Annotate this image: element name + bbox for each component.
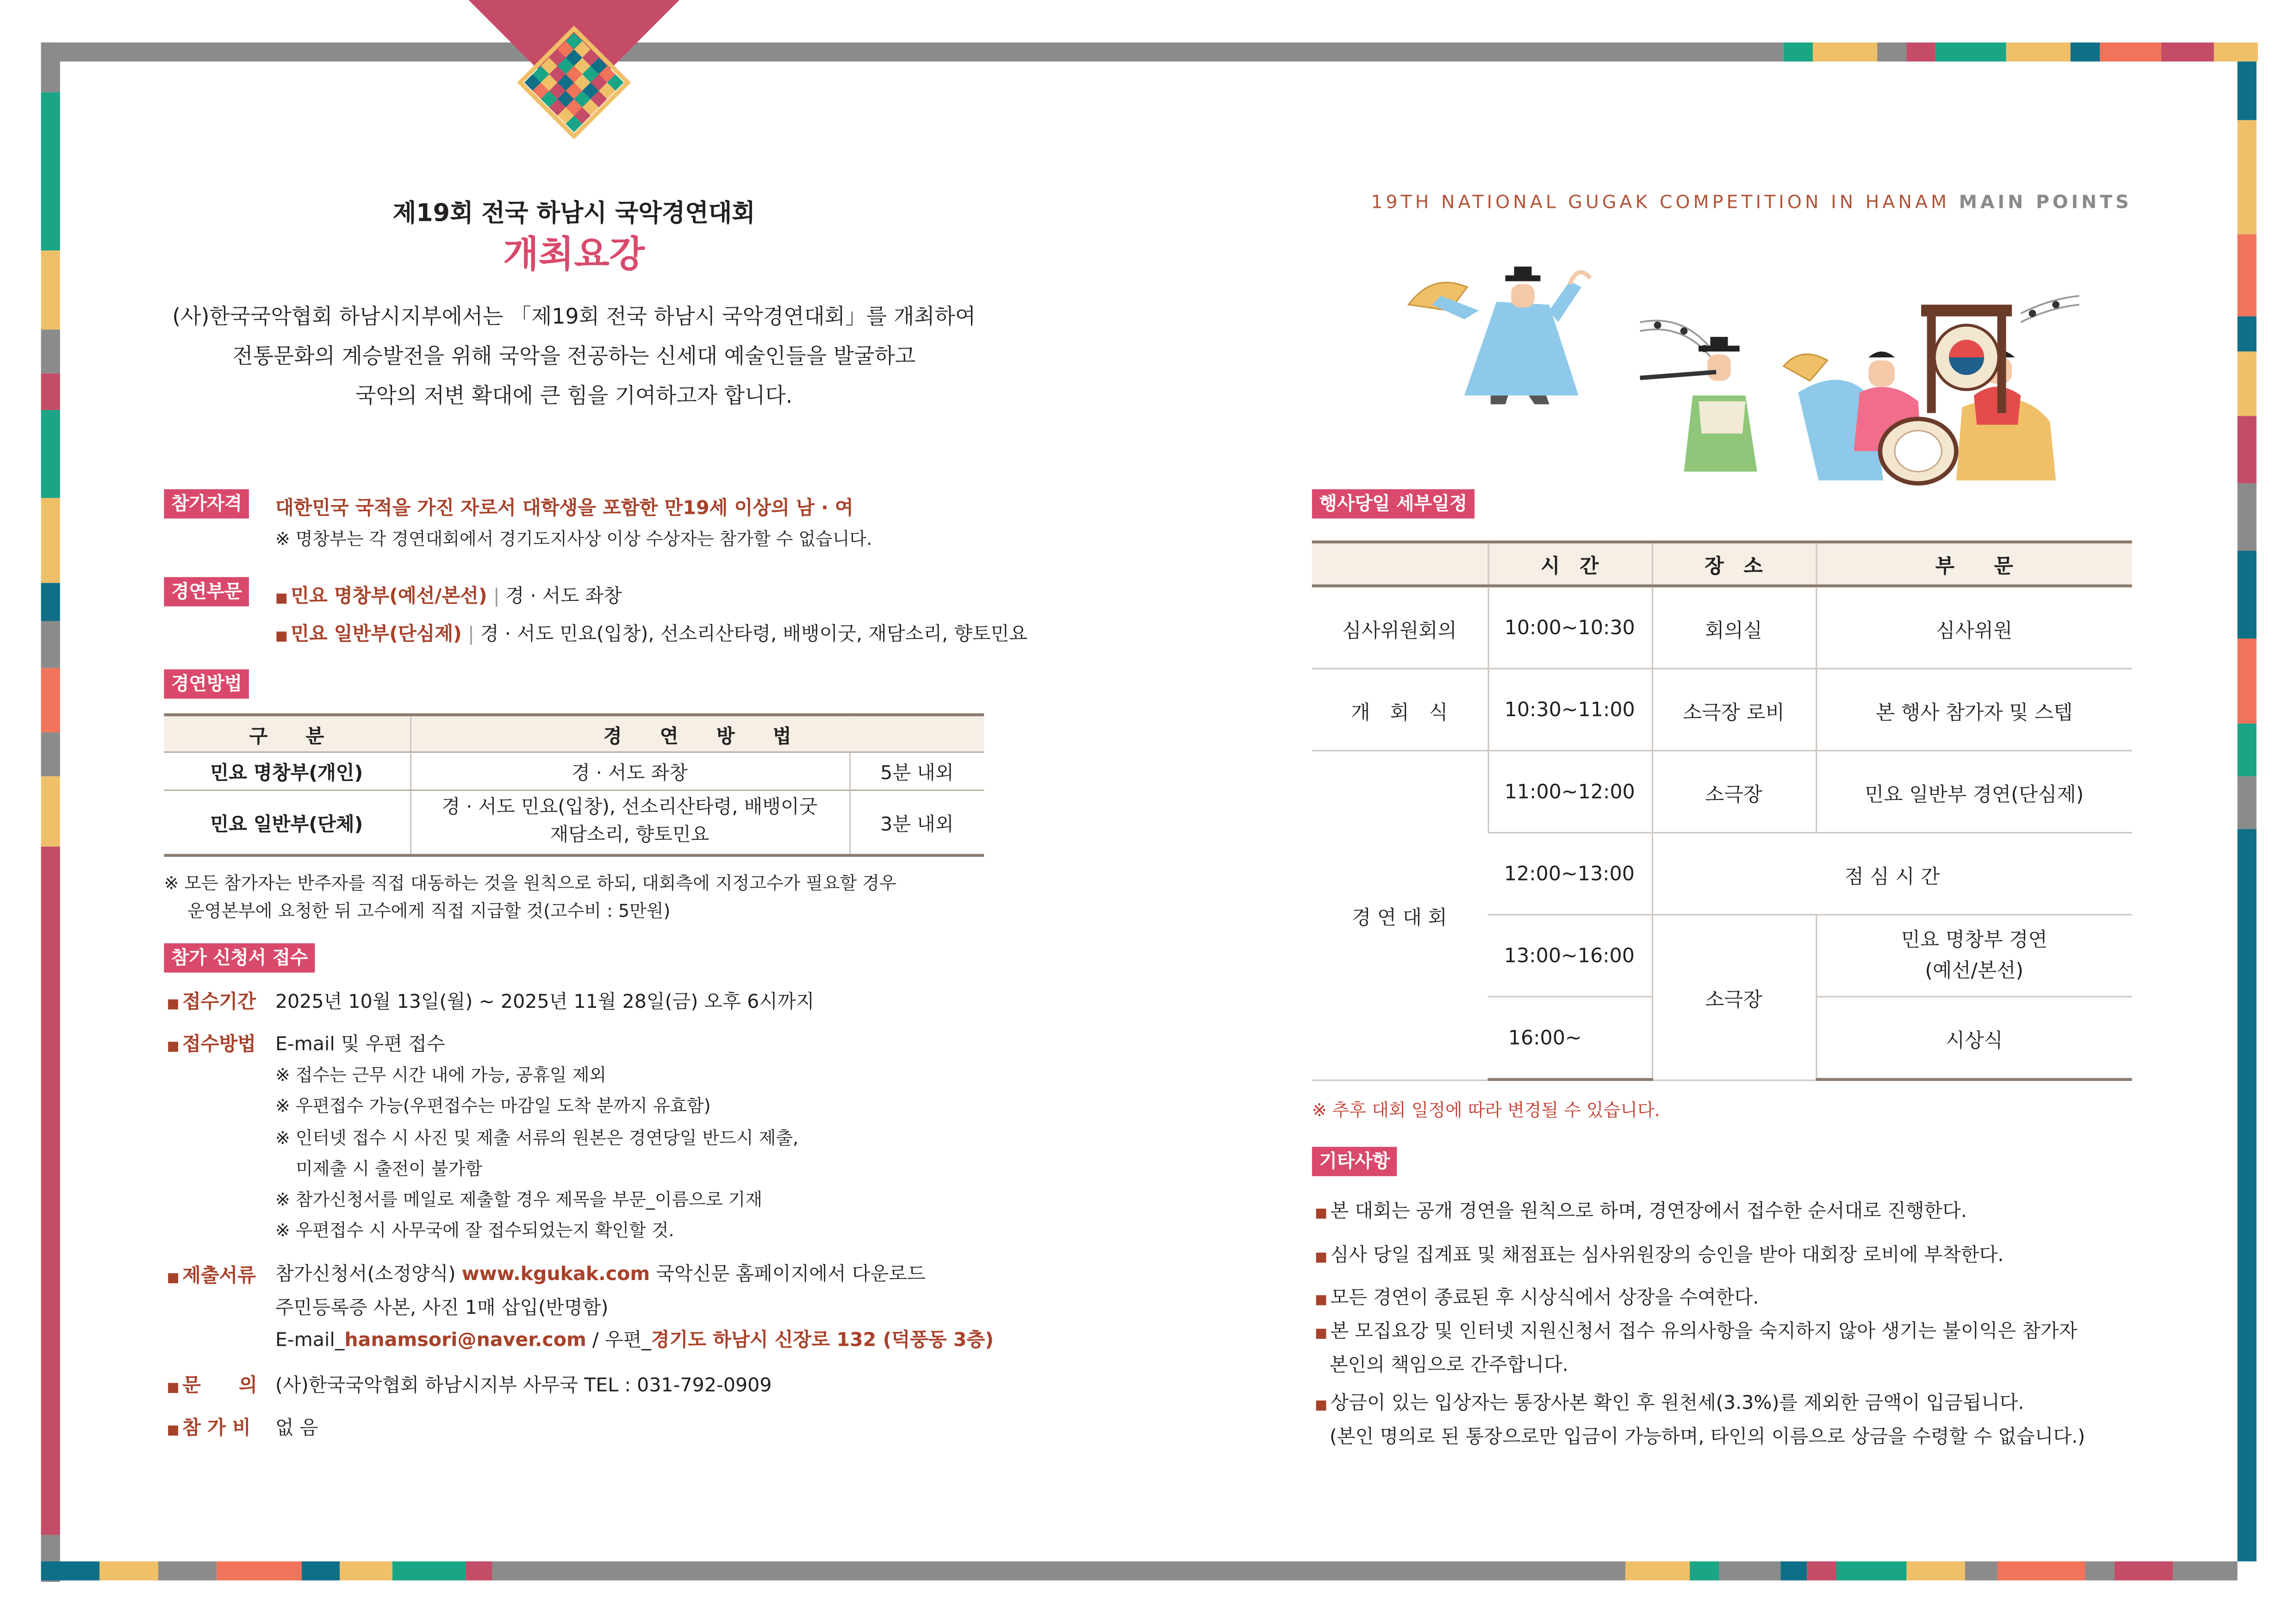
intro-line: 국악의 저변 확대에 큰 힘을 기여하고자 합니다.: [355, 385, 793, 409]
intro-line: (사)한국국악협회 하남시지부에서는 「제19회 전국 하남시 국악경연대회」를 개최하여: [172, 306, 976, 330]
categories-tag: 경연부문: [164, 577, 249, 606]
time-cell: 10:00~10:30: [1488, 586, 1652, 669]
method-tag: 경연방법: [164, 669, 249, 699]
docs-text: 국악신문 홈페이지에서 다운로드: [650, 1264, 926, 1286]
time-cell: 13:00~16:00: [1488, 915, 1652, 997]
table-header: 구 분: [164, 715, 410, 752]
misc-item: ■ 상금이 있는 입상자는 통장사본 확인 후 원천세(3.3%)를 제외한 금액이 입금됩니다. (본인 명의로 된 통장으로만 입금이 가능하며, 타인의 이름으로 상금을 수령할 수 없습니다.): [1315, 1388, 2085, 1453]
time-cell: 10:30~11:00: [1488, 668, 1652, 750]
page-subtitle: 개최요강: [503, 233, 645, 275]
misc-text: 모든 경연이 종료된 후 시상식에서 상장을 수여한다.: [1330, 1287, 1759, 1310]
method-cell: [410, 790, 849, 855]
docs-text: / 우편_: [586, 1330, 651, 1352]
category-item: ■ 민요 일반부(단심제) | 경 · 서도 민요(입창), 선소리산타령, 배뱅이굿, 재담소리, 향토민요: [275, 624, 1028, 646]
english-header: [1371, 190, 2132, 212]
event-cell: 경 연 대 회: [1312, 750, 1488, 1079]
header-text: 19TH NATIONAL GUGAK COMPETITION IN HANAM: [1371, 190, 1959, 212]
application-period: ■ 접수기간: [167, 991, 256, 1014]
page-title: 제19회 전국 하남시 국악경연대회: [392, 199, 755, 227]
lunch-cell: 점 심 시 간: [1652, 833, 2132, 915]
misc-text: 본인의 책임으로 간주합니다.: [1329, 1355, 1568, 1377]
field-label: 문 의: [182, 1375, 257, 1398]
docs-text: 주민등록증 사본, 사진 1매 삽입(반명함): [275, 1297, 609, 1319]
method-table: [164, 713, 984, 856]
method-line: 경 · 서도 민요(입창), 선소리산타령, 배뱅이굿: [442, 797, 818, 819]
misc-text: 본 대회는 공개 경연을 원칙으로 하며, 경연장에서 접수한 순서대로 진행한다.: [1330, 1201, 1967, 1223]
note-line: ※ 우편접수 가능(우편접수는 마감일 도착 분까지 유효함): [275, 1096, 711, 1117]
misc-item: ■ 모든 경연이 종료된 후 시상식에서 상장을 수여한다.: [1315, 1287, 1759, 1310]
method-note: 운영본부에 요청한 뒤 고수에게 직접 지급할 것(고수비 : 5만원): [187, 900, 671, 922]
note-line: ※ 참가신청서를 메일로 제출할 경우 제목을 부문_이름으로 기재: [275, 1189, 763, 1210]
note-line: ※ 우편접수 시 사무국에 잘 접수되었는지 확인할 것.: [275, 1221, 674, 1242]
application-inquiry: ■ 문 의: [167, 1375, 257, 1398]
separator: |: [461, 624, 480, 646]
table-header: [1312, 542, 1488, 586]
performers-illustration: [1406, 261, 2109, 495]
misc-item: ■ 심사 당일 집계표 및 채점표는 심사위원장의 승인을 받아 대회장 로비에 부착한다.: [1315, 1244, 2004, 1267]
intro-line: 전통문화의 계승발전을 위해 국악을 전공하는 신세대 예술인들을 발굴하고: [232, 345, 916, 369]
category-name: 민요 명창부(예선/본선): [291, 586, 487, 608]
schedule-table: [1312, 540, 2132, 1081]
division-cell: 민요 일반부(단체): [164, 790, 410, 855]
separator: |: [487, 586, 506, 608]
division-cell: 심사위원: [1816, 586, 2132, 669]
application-tag: 참가 신청서 접수: [164, 943, 315, 973]
misc-tag: 기타사항: [1312, 1147, 1397, 1176]
website-link[interactable]: www.kgukak.com: [461, 1264, 650, 1286]
schedule-tag: 행사당일 세부일정: [1312, 489, 1475, 518]
place-cell: 소극장: [1652, 915, 1816, 1080]
note-line: ※ 인터넷 접수 시 사진 및 제출 서류의 원본은 경연당일 반드시 제출,: [275, 1127, 799, 1148]
application-method: ■ 접수방법: [167, 1034, 256, 1056]
misc-text: 본 모집요강 및 인터넷 지원신청서 접수 유의사항을 숙지하지 않아 생기는 불이익은 참가자: [1330, 1321, 2078, 1343]
docs-text: 참가신청서(소정양식): [275, 1264, 462, 1286]
docs-text: E-mail_: [275, 1330, 345, 1352]
table-header: 부 문: [1816, 542, 2132, 586]
intro-text: [135, 299, 1013, 417]
category-name: 민요 일반부(단심제): [291, 624, 462, 646]
note-line: 미제출 시 출전이 불가함: [296, 1158, 483, 1179]
note-line: ※ 접수는 근무 시간 내에 가능, 공휴일 제외: [275, 1065, 607, 1086]
period-value: 2025년 10월 13일(월) ~ 2025년 11월 28일(금) 오후 6시까지: [275, 991, 815, 1014]
eligibility-text: 대한민국 국적을 가진 자로서 대학생을 포함한 만19세 이상의 남 · 여: [275, 498, 853, 520]
field-label: 접수기간: [182, 991, 256, 1014]
category-detail: 경 · 서도 좌창: [505, 586, 622, 608]
event-cell: 심사위원회의: [1312, 586, 1488, 669]
place-cell: 소극장 로비: [1652, 668, 1816, 750]
time-cell: 5분 내외: [849, 752, 984, 790]
division-cell: [1816, 915, 2132, 997]
division-cell: 민요 명창부(개인): [164, 752, 410, 790]
application-fee: ■ 참 가 비: [167, 1418, 251, 1440]
method-cell: 경 · 서도 좌창: [410, 752, 849, 790]
docs-value: [275, 1260, 994, 1359]
fee-value: 없 음: [275, 1418, 318, 1440]
division-line: 민요 명창부 경연: [1901, 928, 2047, 951]
misc-item: ■ 본 모집요강 및 인터넷 지원신청서 접수 유의사항을 숙지하지 않아 생기는 불이익은 참가자 본인의 책임으로 간주합니다.: [1315, 1317, 2077, 1381]
misc-text: 상금이 있는 입상자는 통장사본 확인 후 원천세(3.3%)를 제외한 금액이 입금됩니다.: [1330, 1393, 2024, 1415]
time-cell: 12:00~13:00: [1488, 833, 1652, 915]
time-cell: 16:00~: [1488, 997, 1652, 1080]
division-cell: 민요 일반부 경연(단심제): [1816, 750, 2132, 832]
triangle-ornament: [468, 0, 679, 152]
application-docs: ■ 제출서류: [167, 1265, 256, 1288]
field-label: 참 가 비: [182, 1418, 251, 1440]
schedule-note: ※ 추후 대회 일정에 따라 변경될 수 있습니다.: [1312, 1100, 1660, 1121]
misc-text: 심사 당일 집계표 및 채점표는 심사위원장의 승인을 받아 대회장 로비에 부착한다.: [1330, 1244, 2004, 1267]
misc-text: (본인 명의로 된 통장으로만 입금이 가능하며, 타인의 이름으로 상금을 수령할 수 없습니다.): [1329, 1426, 2085, 1449]
place-cell: 회의실: [1652, 586, 1816, 669]
field-label: 제출서류: [182, 1265, 256, 1288]
place-cell: 소극장: [1652, 750, 1816, 832]
table-header: 경 연 방 법: [410, 715, 984, 752]
table-header: 시 간: [1488, 542, 1652, 586]
event-cell: 개 회 식: [1312, 668, 1488, 750]
mail-address: 경기도 하남시 신장로 132 (덕풍동 3층): [651, 1330, 994, 1352]
eligibility-tag: 참가자격: [164, 489, 249, 518]
inquiry-value: (사)한국국악협회 하남시지부 사무국 TEL : 031-792-0909: [275, 1375, 772, 1398]
category-item: ■ 민요 명창부(예선/본선) | 경 · 서도 좌창: [275, 586, 622, 608]
division-cell: 시상식: [1816, 997, 2132, 1080]
method-notes: [275, 1061, 798, 1248]
time-cell: 3분 내외: [849, 790, 984, 855]
email-link[interactable]: hanamsori@naver.com: [344, 1330, 586, 1352]
header-emphasis: MAIN POINTS: [1959, 190, 2132, 212]
eligibility-note: ※ 명창부는 각 경연대회에서 경기도지사상 이상 수상자는 참가할 수 없습니다.: [275, 529, 872, 550]
field-label: 접수방법: [182, 1034, 256, 1056]
method-line: 재담소리, 향토민요: [550, 825, 709, 847]
method-value: E-mail 및 우편 접수: [275, 1034, 445, 1056]
misc-item: ■ 본 대회는 공개 경연을 원칙으로 하며, 경연장에서 접수한 순서대로 진행한다.: [1315, 1201, 1967, 1223]
category-detail: 경 · 서도 민요(입창), 선소리산타령, 배뱅이굿, 재담소리, 향토민요: [480, 624, 1028, 646]
table-header: 장 소: [1652, 542, 1816, 586]
time-cell: 11:00~12:00: [1488, 750, 1652, 832]
misc-list: [1315, 1192, 2004, 1322]
division-cell: 본 행사 참가자 및 스텝: [1816, 668, 2132, 750]
division-line: (예선/본선): [1925, 958, 2024, 982]
method-note: ※ 모든 참가자는 반주자를 직접 대동하는 것을 원칙으로 하되, 대회측에 지정고수가 필요할 경우: [164, 873, 896, 893]
